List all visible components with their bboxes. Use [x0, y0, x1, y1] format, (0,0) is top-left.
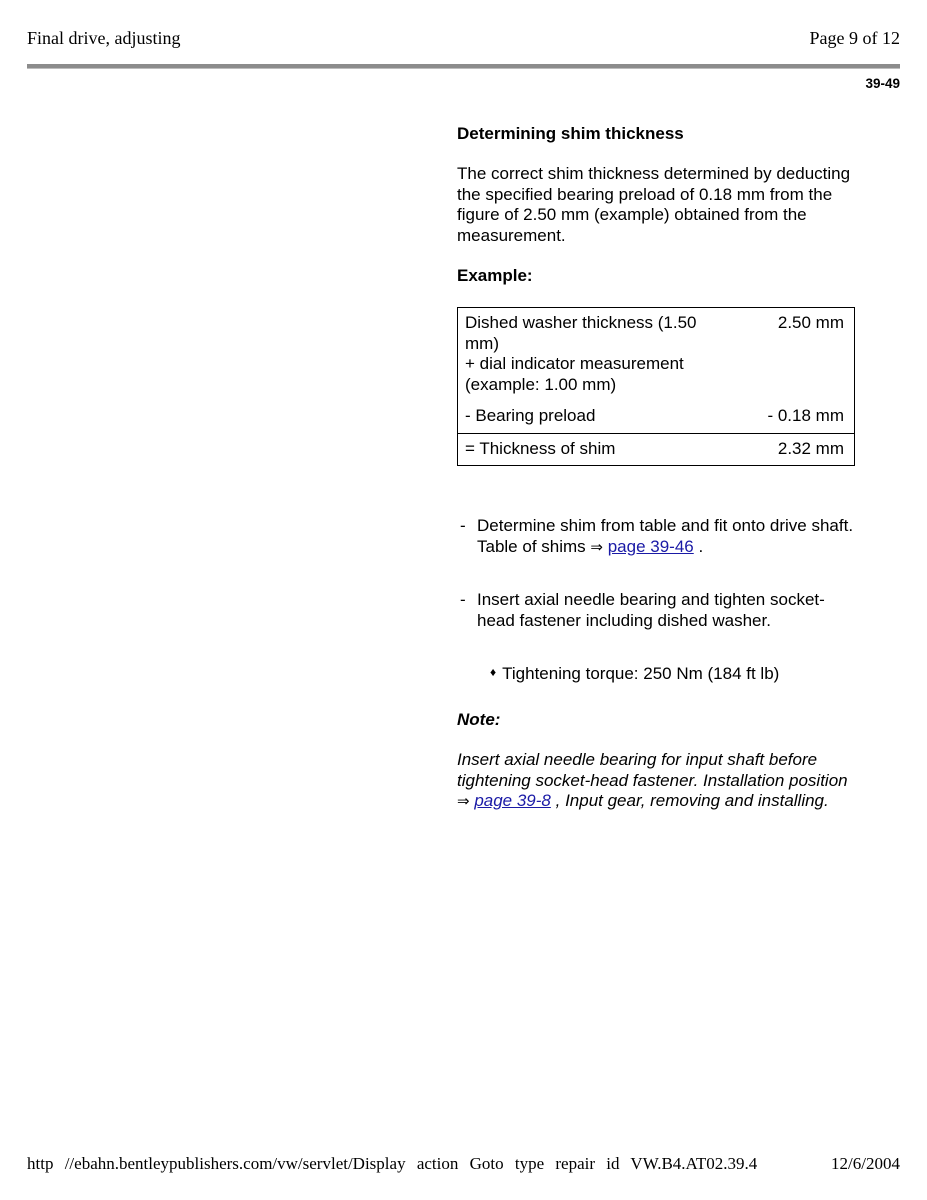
row1-label-a: Dished washer thickness (1.50 mm): [465, 313, 697, 353]
row2-value: - 0.18 mm: [767, 406, 844, 425]
section-code: 39-49: [865, 76, 900, 91]
arrow-right-icon: ⇒: [457, 792, 470, 810]
shim-calculation-table: [457, 307, 855, 466]
section-heading: Determining shim thickness: [457, 124, 684, 143]
page-39-8-link[interactable]: page 39-8: [474, 791, 551, 810]
step-bullet: -: [460, 516, 466, 535]
note-text-before: Insert axial needle bearing for input shaft before tightening socket-head fastener. Installation position: [457, 750, 848, 790]
row2-label: - Bearing preload: [465, 406, 596, 425]
torque-text: Tightening torque: 250 Nm (184 ft lb): [502, 664, 780, 683]
row1-label-b: + dial indicator measurement (example: 1.00 mm): [465, 354, 684, 394]
arrow-right-icon: ⇒: [590, 537, 603, 556]
step1-after: .: [698, 536, 704, 556]
example-label: Example:: [457, 266, 533, 285]
step2-text: Insert axial needle bearing and tighten socket-head fastener including dished washer.: [477, 590, 825, 630]
total-value: 2.32 mm: [737, 433, 855, 466]
step-bullet: -: [460, 590, 466, 609]
note-label: Note:: [457, 710, 501, 729]
instruction-step-2: [457, 590, 857, 631]
torque-spec: [490, 664, 779, 684]
footer-url: http //ebahn.bentleypublishers.com/vw/servlet/Display action Goto type repair id VW.B4.AT02.39.4: [27, 1154, 758, 1173]
table-row: [458, 401, 855, 433]
table-row: [458, 308, 855, 402]
diamond-icon: ♦: [490, 665, 497, 679]
page-indicator: Page 9 of 12: [809, 28, 900, 48]
table-row-total: [458, 433, 855, 466]
footer-date: 12/6/2004: [831, 1154, 900, 1173]
document-title: Final drive, adjusting: [27, 28, 181, 48]
step-text: [477, 516, 857, 557]
page-39-46-link[interactable]: page 39-46: [607, 536, 694, 556]
note-text-after: , Input gear, removing and installing.: [555, 791, 829, 810]
table-cell-label: [458, 308, 738, 402]
header-divider: [27, 64, 900, 69]
row1-value: 2.50 mm: [777, 313, 844, 332]
intro-paragraph: The correct shim thickness determined by deducting the specified bearing preload of 0.18 mm from the figure of 2.50 mm (example) obtained from the measurement.: [457, 164, 851, 245]
total-label: = Thickness of shim: [458, 433, 738, 466]
note-text: [457, 750, 857, 812]
step1-text: Determine shim from table and fit onto drive shaft. Table of shims: [477, 516, 854, 556]
instruction-step-1: [457, 516, 857, 557]
